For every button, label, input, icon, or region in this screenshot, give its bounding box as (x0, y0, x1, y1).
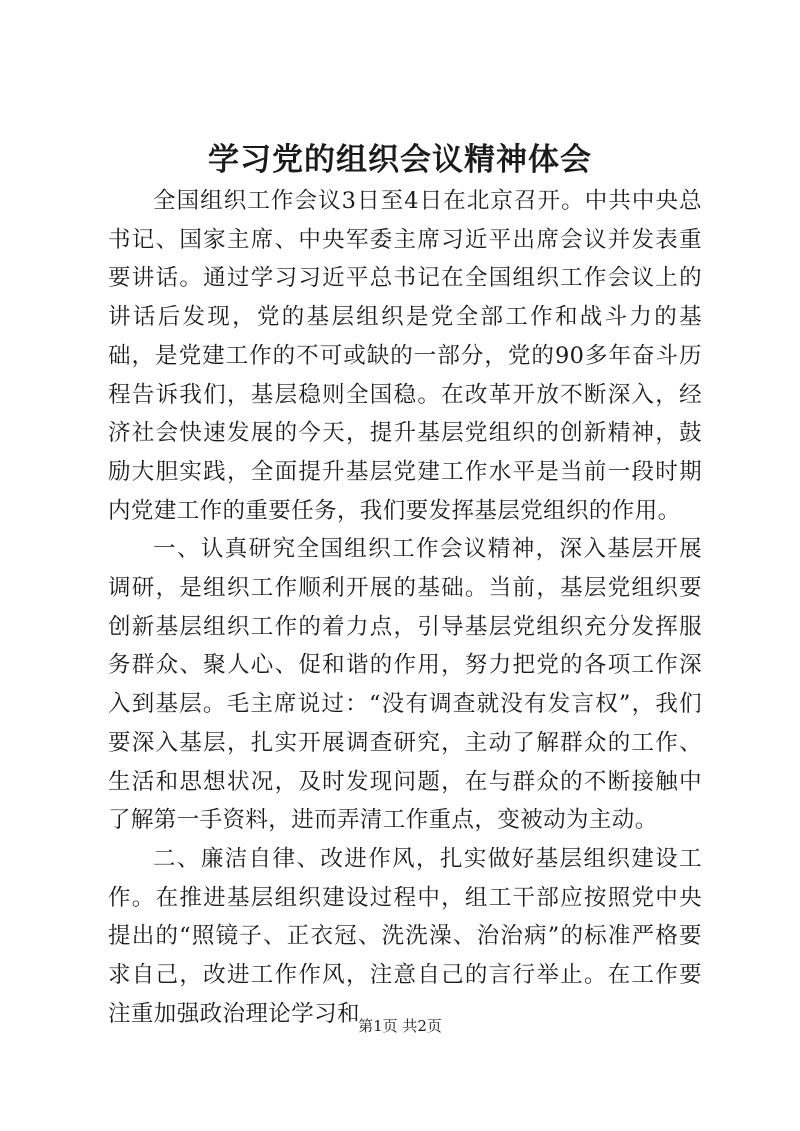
paragraph-section-two: 二、廉洁自律、改进作风，扎实做好基层组织建设工作。在推进基层组织建设过程中，组工干部应按照党中央提出的“照镜子、正衣冠、洗洗澡、治治病”的标准严格要求自己，改进工作作风，注意自己的言行举止。在工作要注重加强政治理论学习和 (108, 845, 702, 1027)
paragraph-intro: 全国组织工作会议3日至4日在北京召开。中共中央总书记、国家主席、中央军委主席习近平出席会议并发表重要讲话。通过学习习近平总书记在全国组织工作会议上的讲话后发现，党的基层组织是党全部工作和战斗力的基础，是党建工作的不可或缺的一部分，党的90多年奋斗历程告诉我们，基层稳则全国稳。在改革开放不断深入，经济社会快速发展的今天，提升基层党组织的创新精神，鼓励大胆实践，全面提升基层党建工作水平是当前一段时期内党建工作的重要任务，我们要发挥基层党组织的作用。 (108, 188, 702, 524)
paragraph-section-one: 一、认真研究全国组织工作会议精神，深入基层开展调研，是组织工作顺利开展的基础。当前，基层党组织要创新基层组织工作的着力点，引导基层党组织充分发挥服务群众、聚人心、促和谐的作用，努力把党的各项工作深入到基层。毛主席说过：“没有调查就没有发言权”，我们要深入基层，扎实开展调查研究，主动了解群众的工作、生活和思想状况，及时发现问题，在与群众的不断接触中了解第一手资料，进而弄清工作重点，变被动为主动。 (108, 536, 702, 834)
document-body (108, 182, 702, 1033)
document-title: 学习党的组织会议精神体会 (208, 142, 592, 178)
page-footer: 第1页 共2页 (358, 1017, 442, 1035)
